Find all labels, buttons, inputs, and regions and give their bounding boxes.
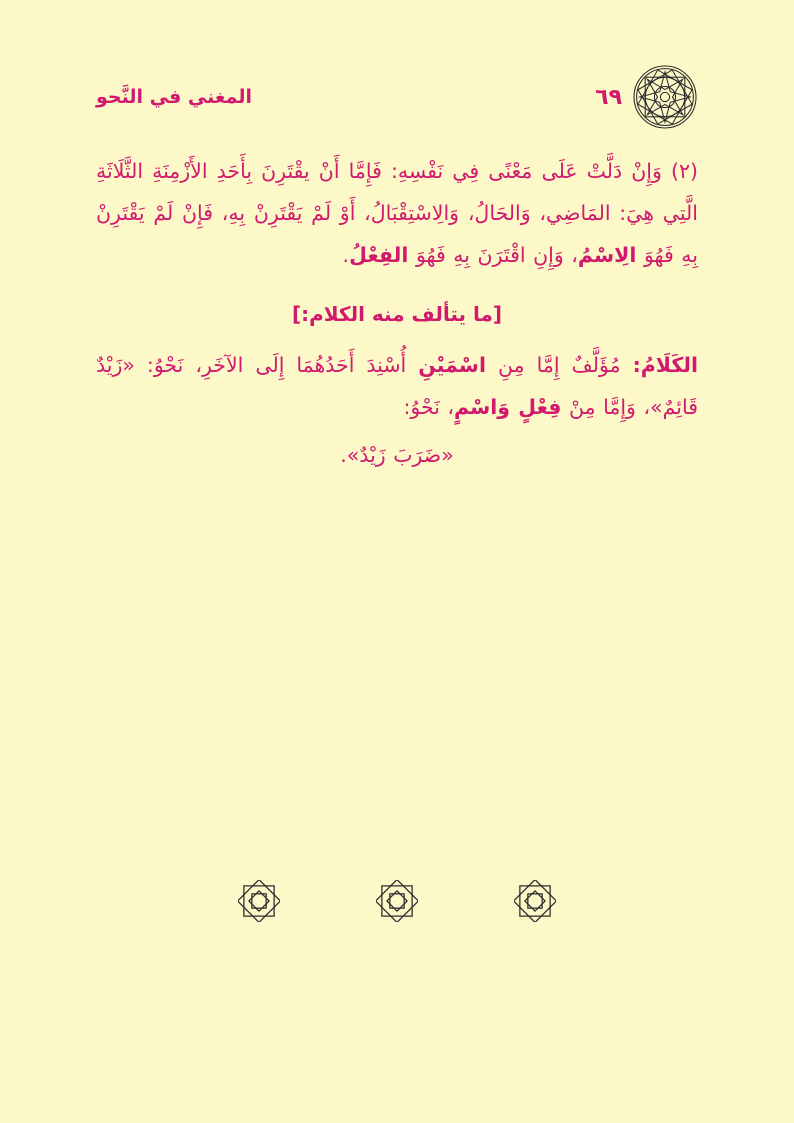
- star-rosette-icon: [632, 64, 698, 130]
- term-ismayn: اسْمَيْنِ: [418, 353, 486, 378]
- book-title: المغني في النَّحو: [96, 86, 252, 108]
- para1-line2: بِأَحَدِ الأَزْمِنَةِ الثَّلَاثَةِ الَّتِي هِيَ: المَاضِي، وَالحَالُ،: [96, 159, 698, 226]
- paragraph-2-last-line: «ضَرَبَ زَيْدٌ».: [340, 443, 454, 468]
- para1-line4-end: .: [342, 243, 350, 268]
- para2-line1-d: أُسْنِدَ أَحَدُهُمَا إِلَى: [255, 353, 419, 378]
- term-filwaism: فِعْلٍ وَاسْمٍ: [454, 395, 562, 420]
- section-heading: [ما يتألف منه الكلام:]: [291, 302, 503, 327]
- para1-line1: (٢) وَإِنْ دَلَّتْ عَلَى مَعْنًى فِي نَفْسِهِ: فَإِمَّا أَنْ يقْتَرِنَ: [261, 159, 698, 183]
- header-left-group: [595, 64, 698, 130]
- para2-line2-c: ، نَحْوُ:: [403, 395, 455, 420]
- paragraph-2: [96, 344, 698, 428]
- term-alism: الِاسْمُ: [577, 243, 637, 268]
- page-number: ٦٩: [595, 84, 622, 110]
- term-alkalam: الكَلَامُ:: [632, 353, 698, 378]
- para2-line1-b: مُؤَلَّفٌ إِمَّا مِنِ: [486, 353, 633, 378]
- term-alfil: الفِعْلُ: [349, 243, 409, 268]
- page-header: [96, 62, 698, 132]
- para1-line3: وَالِاسْتِقْبَالُ، أَوْ لَمْ يَقْتَرِنْ بِهِ، فَإِنْ لَمْ يَقْتَرِنْ بِهِ فَهُوَ: [96, 201, 698, 268]
- page-content: [96, 150, 698, 482]
- para2-line2-a: الآخَرِ، نَحْوُ: «زَيْدٌ قَائِمٌ»، وَإِمَّا مِنْ: [96, 353, 698, 420]
- paragraph-1: [96, 150, 698, 276]
- octagram-ornament-icon: [238, 880, 280, 922]
- para1-line4-mid: ، وَإِنِ اقْتَرَنَ بِهِ فَهُوَ: [415, 243, 578, 268]
- footer-ornaments: [0, 880, 794, 922]
- octagram-ornament-icon: [514, 880, 556, 922]
- octagram-ornament-icon: [376, 880, 418, 922]
